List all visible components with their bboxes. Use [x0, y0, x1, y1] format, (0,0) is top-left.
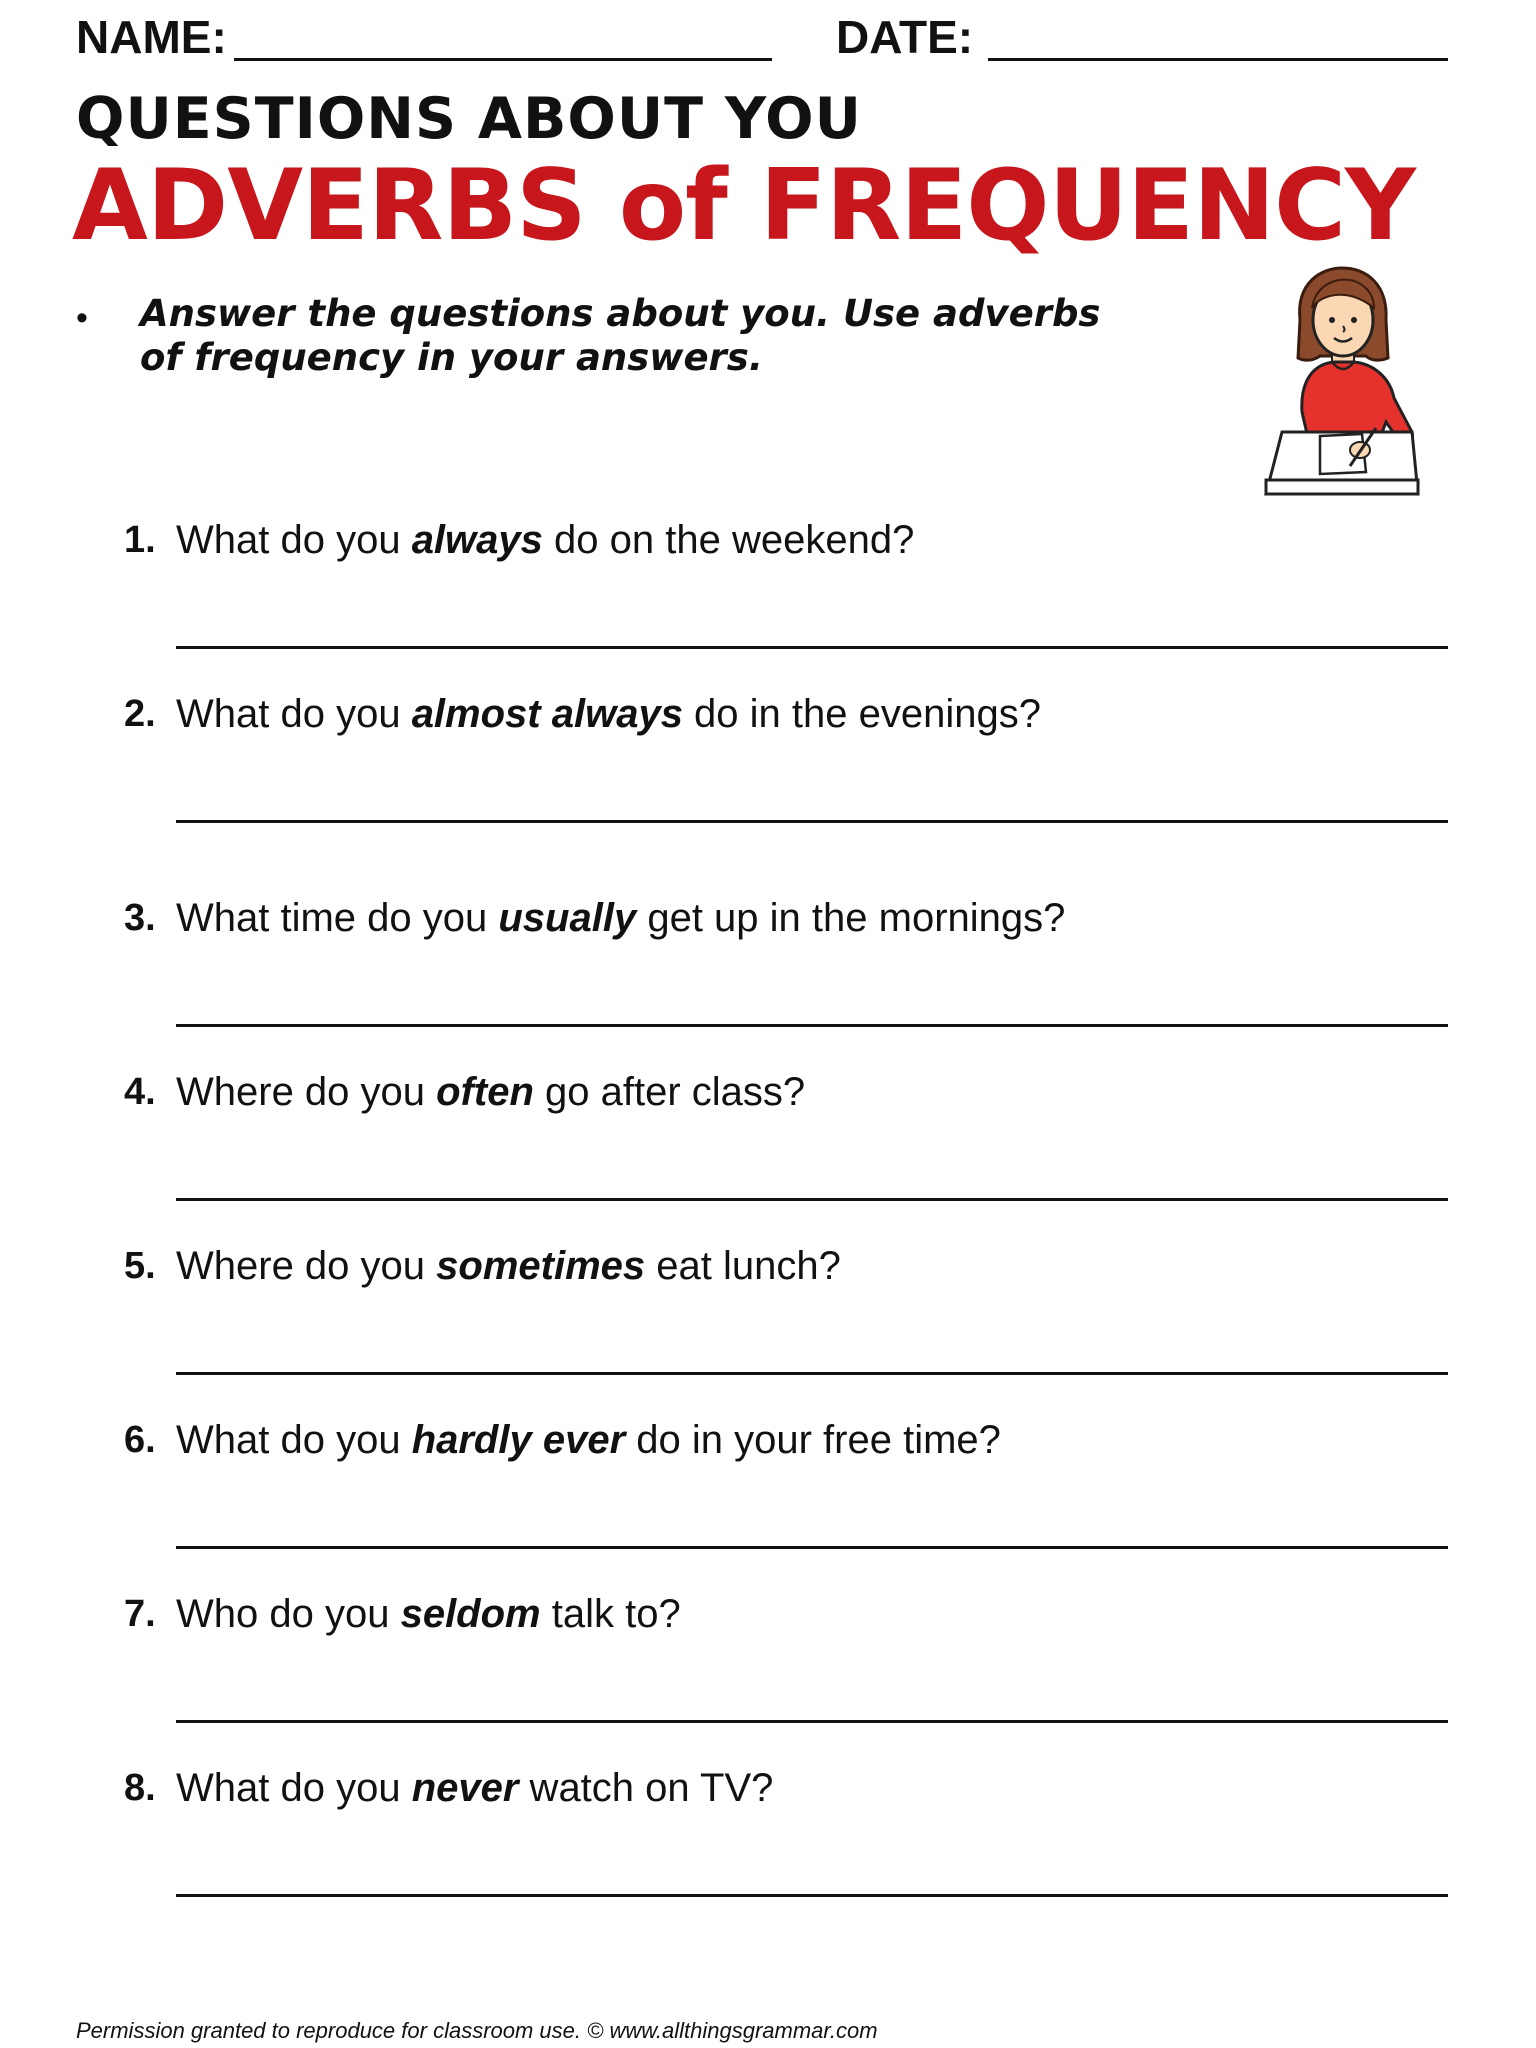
answer-line[interactable] — [176, 1024, 1448, 1027]
question-item — [124, 894, 1448, 1064]
footer-permission: Permission granted to reproduce for classroom use. © www.allthingsgrammar.com — [76, 2018, 878, 2043]
question-text: What do you almost always do in the evenings? — [176, 692, 1041, 736]
adverb: hardly ever — [411, 1418, 626, 1462]
adverb: often — [436, 1070, 534, 1114]
question-text: Where do you often go after class? — [176, 1070, 806, 1114]
adverb: never — [411, 1766, 519, 1810]
question-number: 4. — [124, 1071, 156, 1113]
question-number: 7. — [124, 1593, 156, 1635]
student-writing-icon — [1262, 262, 1432, 502]
adverb: almost always — [411, 692, 683, 736]
question-number: 1. — [124, 519, 156, 561]
date-field[interactable] — [988, 58, 1448, 61]
question-item — [124, 1416, 1448, 1586]
question-text: What do you never watch on TV? — [176, 1766, 774, 1810]
answer-line[interactable] — [176, 1198, 1448, 1201]
question-item — [124, 1590, 1448, 1760]
question-number: 6. — [124, 1419, 156, 1461]
adverb: sometimes — [436, 1244, 646, 1288]
question-item — [124, 1242, 1448, 1412]
question-number: 8. — [124, 1767, 156, 1809]
name-field[interactable] — [234, 58, 772, 61]
bullet-icon: • — [76, 299, 88, 337]
instruction-text: Answer the questions about you. Use adverbs of frequency in your answers. — [140, 292, 1101, 379]
question-text: What time do you usually get up in the mornings? — [176, 896, 1066, 940]
question-item — [124, 690, 1448, 860]
name-label: NAME: — [76, 11, 227, 63]
question-item — [124, 516, 1448, 686]
question-text: Where do you sometimes eat lunch? — [176, 1244, 841, 1288]
answer-line[interactable] — [176, 646, 1448, 649]
question-number: 2. — [124, 693, 156, 735]
answer-line[interactable] — [176, 1372, 1448, 1375]
answer-line[interactable] — [176, 820, 1448, 823]
question-text: What do you always do on the weekend? — [176, 518, 915, 562]
worksheet-subtitle: QUESTIONS ABOUT YOU — [76, 86, 862, 152]
adverb: always — [411, 518, 543, 562]
answer-line[interactable] — [176, 1720, 1448, 1723]
question-text: Who do you seldom talk to? — [176, 1592, 681, 1636]
question-item — [124, 1764, 1448, 1934]
question-item — [124, 1068, 1448, 1238]
question-text: What do you hardly ever do in your free time? — [176, 1418, 1001, 1462]
adverb: seldom — [400, 1592, 541, 1636]
answer-line[interactable] — [176, 1894, 1448, 1897]
question-number: 5. — [124, 1245, 156, 1287]
answer-line[interactable] — [176, 1546, 1448, 1549]
adverb: usually — [498, 896, 637, 940]
header-row — [76, 8, 1448, 68]
question-number: 3. — [124, 897, 156, 939]
worksheet-title: ADVERBS of FREQUENCY — [72, 149, 1416, 263]
date-label: DATE: — [836, 11, 974, 63]
